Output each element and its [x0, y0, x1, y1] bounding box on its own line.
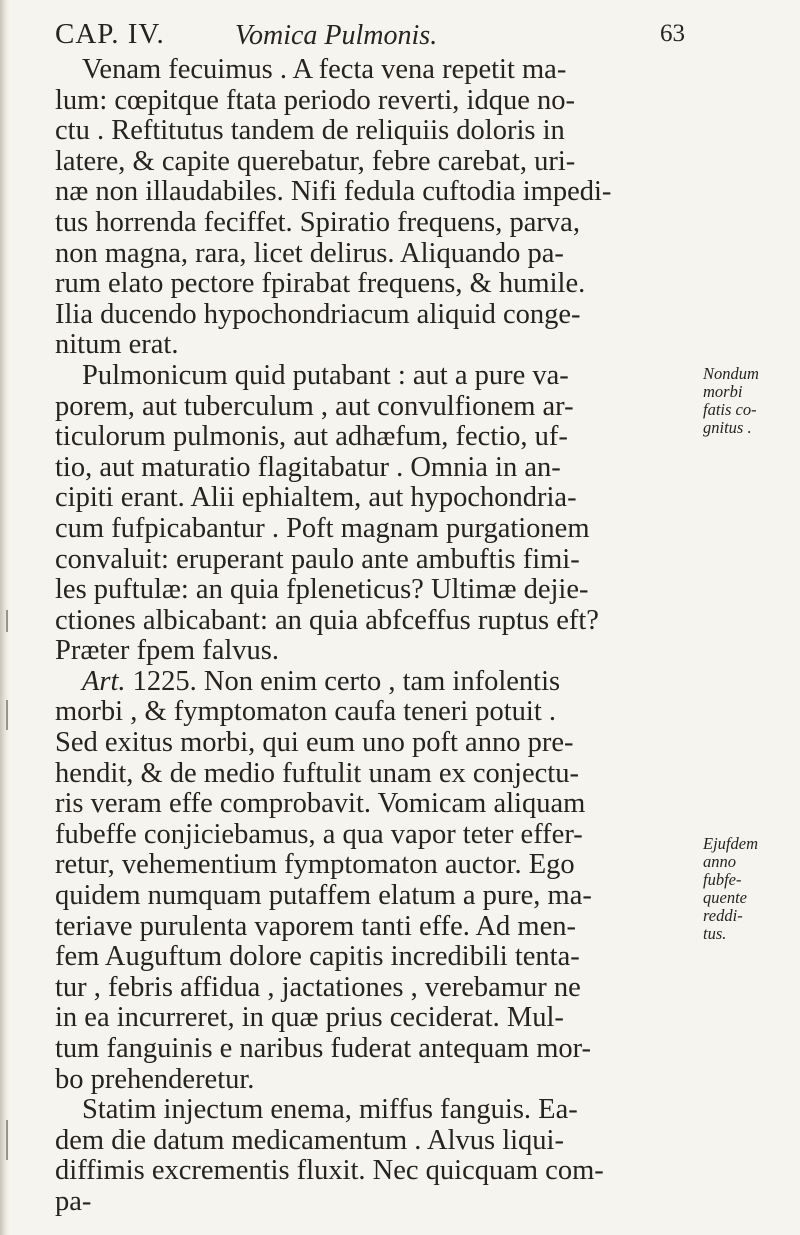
text-line: tum fanguinis e naribus fuderat antequam mor-	[55, 1033, 592, 1064]
text-line: lum: cœpitque ftata periodo reverti, idque no-	[55, 84, 575, 116]
text-line: teriave purulenta vaporem tanti effe. Ad men-	[55, 910, 576, 942]
margin-note-line: morbi	[703, 382, 743, 401]
text-line: ticulorum pulmonis, aut adhæfum, fectio, uf-	[55, 421, 568, 453]
text-line: in ea incurreret, in quæ prius ceciderat. Mul-	[55, 1002, 564, 1034]
text-line: fubeffe conjiciebamus, a qua vapor teter effer-	[55, 818, 583, 850]
text-line: Ilia ducendo hypochondriacum aliquid conge-	[55, 298, 581, 330]
binding-stitch-mark	[6, 610, 8, 632]
margin-note-line: gnitus .	[703, 418, 752, 437]
text-line: cum fufpicabantur . Poft magnam purgationem	[55, 512, 590, 544]
running-head	[55, 14, 695, 58]
margin-note-line: Nondum	[703, 364, 759, 383]
text-line: fem Auguftum dolore capitis incredibili tenta-	[55, 941, 580, 973]
text-line: nitum erat.	[55, 329, 179, 361]
text-line: Præter fpem falvus.	[55, 635, 279, 667]
text-line: retur, vehementium fymptomaton auctor. Ego	[55, 849, 575, 881]
text-line: Statim injectum enema, miffus fanguis. Ea-	[82, 1094, 578, 1126]
text-line: tur , febris affidua , jactationes , verebamur ne	[55, 971, 581, 1003]
page-binding-shadow	[0, 0, 10, 1235]
text-line: latere, & capite querebatur, febre carebat, uri-	[55, 145, 576, 177]
text-line: convaluit: eruperant paulo ante ambuftis fimi-	[55, 543, 580, 575]
text-line: non magna, rara, licet delirus. Aliquando pa-	[55, 237, 564, 269]
text-line: diffimis excrementis fluxit. Nec quicquam com-	[55, 1155, 604, 1187]
margin-note-line: Ejufdem	[703, 834, 758, 853]
text-line: ctu . Reftitutus tandem de reliquiis doloris in	[55, 115, 565, 147]
article-text: 1225. Non enim certo , tam infolentis	[125, 665, 561, 697]
chapter-title: Vomica Pulmonis.	[235, 20, 438, 51]
text-line: les puftulæ: an quia fpleneticus? Ultimæ dejie-	[55, 574, 589, 606]
text-line: porem, aut tuberculum , aut convulfionem ar-	[55, 390, 574, 422]
text-line: pa-	[55, 1185, 92, 1217]
margin-note-line: anno	[703, 852, 736, 871]
text-line: tus horrenda feciffet. Spiratio frequens, parva,	[55, 206, 580, 238]
binding-stitch-mark	[6, 700, 8, 730]
binding-stitch-mark	[6, 1120, 8, 1160]
page-number: 63	[660, 20, 685, 47]
margin-note-line: fubfe-	[703, 870, 742, 889]
text-line: Pulmonicum quid putabant : aut a pure va-	[82, 359, 569, 391]
margin-note-line: tus.	[703, 924, 727, 943]
text-line: cipiti erant. Alii ephialtem, aut hypochondria-	[55, 482, 577, 514]
text-line: ctiones albicabant: an quia abfceffus ruptus eft?	[55, 604, 599, 636]
text-line: rum elato pectore fpirabat frequens, & humile.	[55, 268, 586, 300]
article-line	[55, 667, 703, 698]
text-line: morbi , & fymptomaton caufa teneri potuit .	[55, 696, 557, 728]
text-line: bo prehenderetur.	[55, 1063, 255, 1095]
text-line: Sed exitus morbi, qui eum uno poft anno pre-	[55, 727, 574, 759]
text-line: ris veram effe comprobavit. Vomicam aliquam	[55, 788, 586, 820]
article-label: Art.	[82, 665, 126, 697]
text-line: næ non illaudabiles. Nifi fedula cuftodia impedi-	[55, 176, 612, 208]
margin-note-line: quente	[703, 888, 747, 907]
text-line: dem die datum medicamentum . Alvus liqui-	[55, 1124, 564, 1156]
text-line: quidem numquam putaffem elatum a pure, ma-	[55, 880, 592, 912]
text-line: tio, aut maturatio flagitabatur . Omnia in an-	[55, 451, 561, 483]
text-line: Venam fecuimus . A fecta vena repetit ma-	[82, 54, 567, 85]
chapter-number: CAP. IV.	[55, 18, 165, 50]
body-text	[55, 55, 703, 1218]
margin-note-line: fatis co-	[703, 400, 757, 419]
margin-note-line: reddi-	[703, 906, 743, 925]
text-line: hendit, & de medio fuftulit unam ex conjectu-	[55, 757, 579, 789]
